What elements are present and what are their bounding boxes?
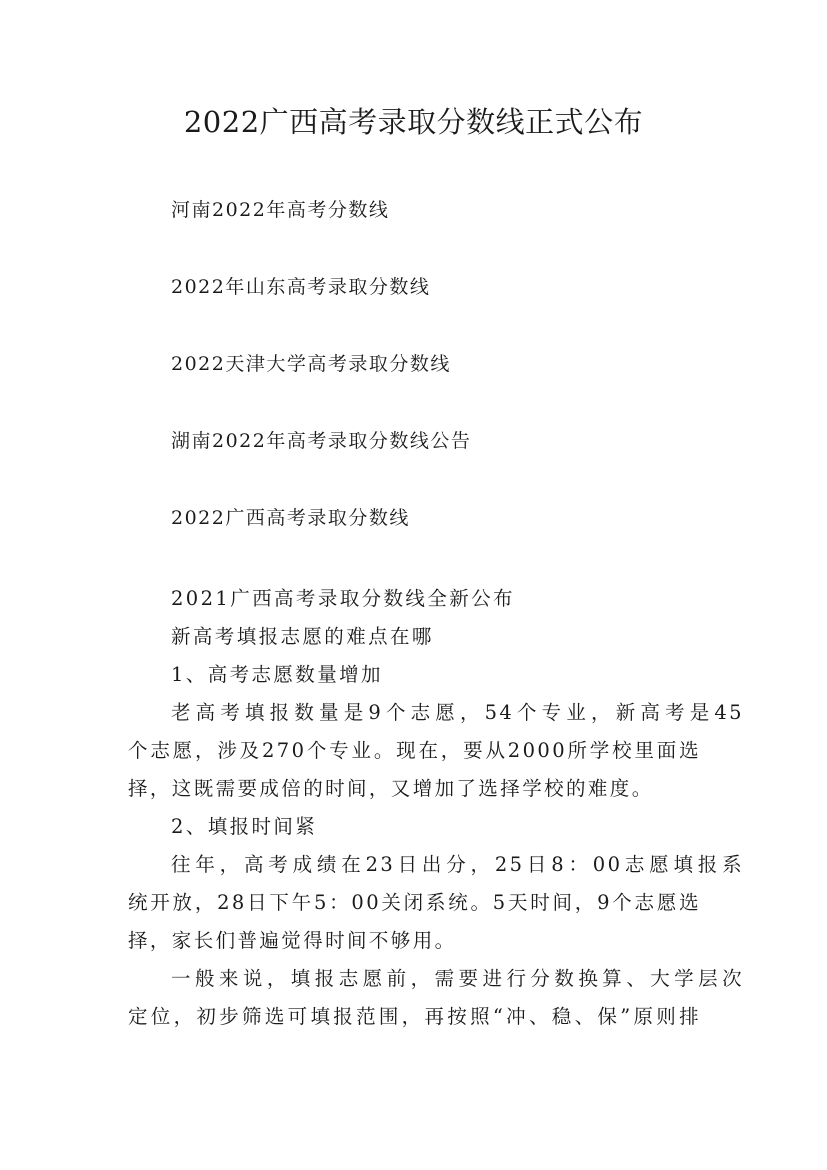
paragraph-1-line-2: 个志愿，涉及270个专业。现在，要从2000所学校里面选 <box>128 739 701 762</box>
related-link-guangxi-2022[interactable]: 2022广西高考录取分数线 <box>171 507 410 529</box>
paragraph-3-line-2: 定位，初步筛选可填报范围，再按照“冲、稳、保”原则排 <box>128 1005 701 1028</box>
related-link-shandong-2022[interactable]: 2022年山东高考录取分数线 <box>171 276 431 298</box>
page-title: 2022广西高考录取分数线正式公布 <box>183 105 644 139</box>
section-2-title: 2、填报时间紧 <box>171 815 318 838</box>
paragraph-2-line-3: 择，家长们普遍觉得时间不够用。 <box>128 929 457 952</box>
paragraph-3-line-1: 一般来说，填报志愿前，需要进行分数换算、大学层次 <box>171 967 744 990</box>
related-link-tianjin-university-2022[interactable]: 2022天津大学高考录取分数线 <box>171 353 451 375</box>
paragraph-1-line-1: 老高考填报数量是9个志愿，54个专业，新高考是45 <box>171 701 744 724</box>
paragraph-2-line-1: 往年，高考成绩在23日出分，25日8：00志愿填报系 <box>171 853 744 876</box>
paragraph-1-line-3: 择，这既需要成倍的时间，又增加了选择学校的难度。 <box>128 777 654 800</box>
paragraph-2-line-2: 统开放，28日下午5：00关闭系统。5天时间，9个志愿选 <box>128 891 701 914</box>
section-heading: 新高考填报志愿的难点在哪 <box>171 625 434 648</box>
related-links-list <box>171 195 471 533</box>
article-body <box>128 587 744 1036</box>
related-link-guangxi-2021[interactable]: 2021广西高考录取分数线全新公布 <box>171 587 515 610</box>
section-1-title: 1、高考志愿数量增加 <box>171 663 383 686</box>
related-link-henan-2022[interactable]: 河南2022年高考分数线 <box>171 199 390 221</box>
related-link-hunan-2022[interactable]: 湖南2022年高考录取分数线公告 <box>171 430 472 452</box>
